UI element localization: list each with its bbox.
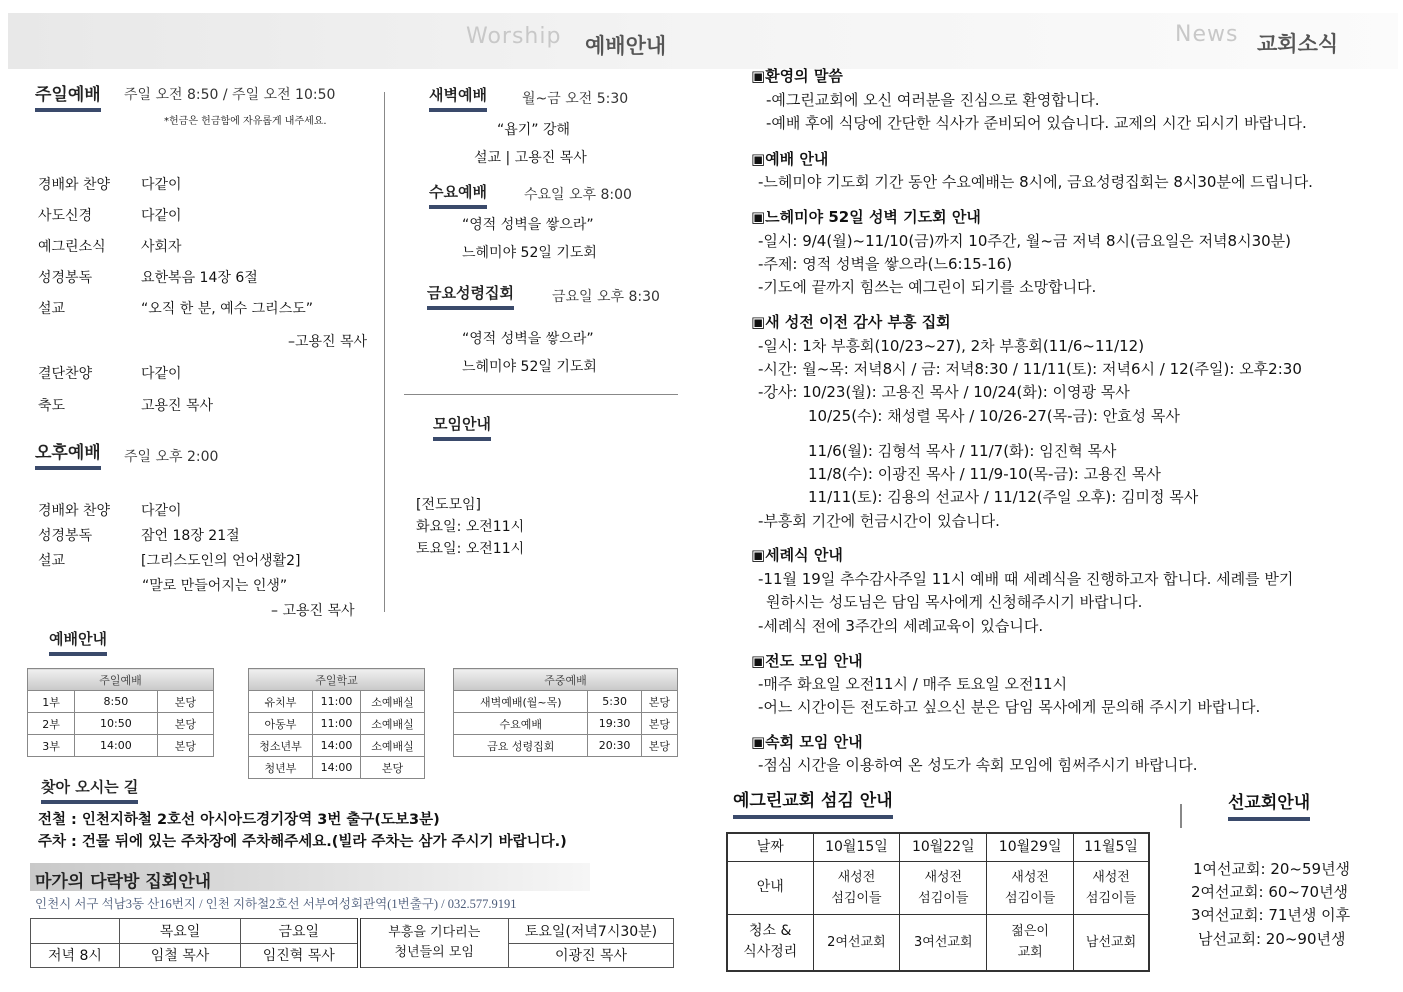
mission-line3: 3여선교회: 71년생 이후	[1191, 906, 1351, 924]
duty-table	[726, 832, 1150, 972]
table-cell: 2부	[28, 713, 75, 735]
duty-cell: 10월29일	[987, 833, 1074, 861]
dawn-line2: 설교 | 고용진 목사	[474, 150, 587, 166]
table-row	[28, 691, 214, 713]
table-cell: 3부	[28, 735, 75, 757]
news-heading: ▣속회 모임 안내	[751, 733, 863, 751]
meeting-line3: 토요일: 오전11시	[416, 541, 525, 557]
order-label: 사도신경	[38, 208, 93, 224]
news-line: -일시: 9/4(월)~11/10(금)까지 10주간, 월~금 저녁 8시(금요일은 저녁8시30분)	[758, 232, 1292, 250]
wed-line2: 느헤미야 52일 기도회	[462, 245, 597, 261]
afternoon-worship-time: 주일 오후 2:00	[124, 449, 219, 465]
fri-worship-time: 금요일 오후 8:30	[552, 289, 660, 305]
order-label: 설교	[38, 301, 66, 317]
table-row	[454, 691, 678, 713]
news-line: 원하시는 성도님은 담임 목사에게 신청해주시기 바랍니다.	[766, 593, 1143, 611]
maga-saturday: 토요일(저녁7시30분)	[509, 919, 674, 944]
table-cell: 소예배실	[361, 691, 425, 713]
table-cell: 1부	[28, 691, 75, 713]
table-cell: 11:00	[312, 691, 360, 713]
table-cell: 19:30	[588, 713, 641, 735]
table-cell: 11:00	[312, 713, 360, 735]
meeting-line2: 화요일: 오전11시	[416, 519, 525, 535]
news-line: -세례식 전에 3주간의 세례교육이 있습니다.	[758, 617, 1044, 635]
order-value: 잠언 18장 21절	[141, 528, 240, 544]
table-cell: 청년부	[249, 757, 313, 779]
order-label: 축도	[38, 398, 66, 414]
duty-cell: 남선교회	[1074, 914, 1149, 971]
table-row	[249, 757, 425, 779]
news-ko-title: 교회소식	[1257, 32, 1339, 56]
news-line: -일시: 1차 부흥회(10/23~27), 2차 부흥회(11/6~11/12)	[758, 337, 1145, 355]
wed-line1: “영적 성벽을 쌓으라”	[462, 217, 594, 233]
duty-cell: 11월5일	[1074, 833, 1149, 861]
directions-parking: 주차 : 건물 뒤에 있는 주차장에 주차해주세요.(빌라 주차는 삼가 주시기 바랍니다.)	[38, 834, 567, 850]
order-value: “오직 한 분, 예수 그리스도”	[141, 301, 313, 317]
order-label: 경배와 찬양	[38, 177, 111, 193]
order-value: 다같이	[141, 177, 182, 193]
maga-friday-leader: 임진혁 목사	[241, 943, 359, 968]
order-value: 요한복음 14장 6절	[141, 270, 258, 286]
maga-youth-line1: 부흥을 기다리는	[388, 925, 481, 940]
news-line: -부흥회 기간에 헌금시간이 있습니다.	[758, 512, 1000, 530]
sunday-schedule-table	[27, 668, 214, 757]
news-heading: ▣새 성전 이전 감사 부흥 집회	[751, 313, 951, 331]
order-label: 결단찬양	[38, 366, 93, 382]
column-divider	[384, 92, 385, 612]
news-heading: ▣환영의 말씀	[751, 67, 843, 85]
duty-cell: 3여선교회	[900, 914, 987, 971]
fri-worship-title: 금요성령집회	[427, 282, 514, 310]
maga-thursday-leader: 임철 목사	[120, 943, 241, 968]
duty-cell: 날짜	[727, 833, 813, 861]
news-heading: ▣세례식 안내	[751, 546, 843, 564]
directions-title: 찾아 오시는 길	[41, 776, 138, 804]
mission-line2: 2여선교회: 60~70년생	[1191, 883, 1349, 901]
table-header: 주일예배	[28, 669, 214, 691]
duty-cell: 젊은이 교회	[987, 914, 1074, 971]
maga-friday: 금요일	[241, 919, 359, 944]
news-line: -강사: 10/23(월): 고용진 목사 / 10/24(화): 이영광 목사	[758, 383, 1130, 401]
table-row	[249, 735, 425, 757]
table-cell: 본당	[361, 757, 425, 779]
duty-cell: 청소 & 식사정리	[727, 914, 813, 971]
news-line: -예그린교회에 오신 여러분을 진심으로 환영합니다.	[766, 91, 1100, 109]
table-cell: 수요예배	[454, 713, 588, 735]
table-cell: 새벽예배(월~목)	[454, 691, 588, 713]
order-value: 다같이	[141, 503, 182, 519]
table-cell: 본당	[157, 713, 213, 735]
table-cell: 본당	[157, 735, 213, 757]
mission-title: 선교회안내	[1228, 788, 1310, 821]
duty-cell: 새성전 섬김이들	[1074, 861, 1149, 914]
order-value: [그리스도인의 언어생활2]	[141, 553, 301, 569]
worship-ko-title: 예배안내	[585, 34, 667, 58]
duty-cell: 2여선교회	[813, 914, 900, 971]
fri-line1: “영적 성벽을 쌓으라”	[462, 331, 594, 347]
divider	[404, 394, 678, 395]
afternoon-worship-title: 오후예배	[35, 438, 101, 470]
news-line: -11월 19일 추수감사주일 11시 예배 때 세례식을 진행하고자 합니다. 세례를 받기	[758, 570, 1294, 588]
table-header: 주일학교	[249, 669, 425, 691]
meeting-line1: [전도모임]	[416, 497, 482, 513]
order-label: 예그린소식	[38, 239, 106, 255]
maga-youth-line2: 청년들의 모임	[394, 945, 474, 960]
table-cell: 본당	[641, 713, 677, 735]
maga-title: 마가의 다락방 집회안내	[35, 872, 212, 892]
news-line: 11/6(월): 김형석 목사 / 11/7(화): 임진혁 목사	[808, 442, 1117, 460]
wed-worship-time: 수요일 오후 8:00	[524, 187, 632, 203]
maga-saturday-leader: 이광진 목사	[509, 943, 674, 968]
order-value: 고용진 목사	[141, 398, 214, 414]
duty-cell: 10월15일	[813, 833, 900, 861]
duty-cell: 안내	[727, 861, 813, 914]
order-label: 성경봉독	[38, 270, 93, 286]
order-value: 다같이	[141, 208, 182, 224]
table-row	[454, 735, 678, 757]
sunday-worship-title: 주일예배	[35, 80, 101, 112]
news-line: 11/11(토): 김용의 선교사 / 11/12(주일 오후): 김미정 목사	[808, 488, 1199, 506]
offering-note: *헌금은 헌금함에 자유롭게 내주세요.	[164, 116, 327, 127]
duty-cell: 새성전 섬김이들	[900, 861, 987, 914]
news-line: -주제: 영적 성벽을 쌓으라(느6:15-16)	[758, 255, 1013, 273]
maga-table	[30, 918, 674, 968]
table-cell: 유치부	[249, 691, 313, 713]
table-cell: 10:50	[75, 713, 158, 735]
table-cell: 14:00	[312, 735, 360, 757]
maga-thursday: 목요일	[120, 919, 241, 944]
table-cell: 청소년부	[249, 735, 313, 757]
table-cell: 본당	[157, 691, 213, 713]
news-line: 11/8(수): 이광진 목사 / 11/9-10(목-금): 고용진 목사	[808, 465, 1161, 483]
news-line: -시간: 월~목: 저녁8시 / 금: 저녁8:30 / 11/11(토): 저녁6시 / 12(주일): 오후2:30	[758, 360, 1302, 378]
schedule-title: 예배안내	[49, 628, 107, 656]
duty-title: 예그린교회 섬김 안내	[733, 786, 893, 819]
worship-en-title: Worship	[466, 24, 562, 49]
maga-time: 저녁 8시	[31, 943, 120, 968]
news-line: -매주 화요일 오전11시 / 매주 토요일 오전11시	[758, 675, 1068, 693]
table-row	[28, 735, 214, 757]
order-label: 경배와 찬양	[38, 503, 111, 519]
duty-cell: 새성전 섬김이들	[987, 861, 1074, 914]
order-label: 성경봉독	[38, 528, 93, 544]
news-heading: ▣전도 모임 안내	[751, 652, 863, 670]
wed-worship-title: 수요예배	[429, 181, 487, 209]
table-cell: 8:50	[75, 691, 158, 713]
order-label: 설교	[38, 553, 66, 569]
afternoon-sermon-title: “말로 만들어지는 인생”	[142, 578, 288, 594]
dawn-worship-title: 새벽예배	[429, 84, 487, 112]
table-cell: 5:30	[588, 691, 641, 713]
table-row	[249, 713, 425, 735]
table-header: 주중예배	[454, 669, 678, 691]
news-line: 10/25(수): 채성렬 목사 / 10/26-27(목-금): 안효성 목사	[808, 407, 1180, 425]
news-line: -어느 시간이든 전도하고 싶으신 분은 담임 목사에게 문의해 주시기 바랍니다.	[758, 698, 1261, 716]
news-en-title: News	[1175, 22, 1239, 47]
news-line: -점심 시간을 이용하여 온 성도가 속회 모임에 힘써주시기 바랍니다.	[758, 756, 1198, 774]
fri-line2: 느헤미야 52일 기도회	[462, 359, 597, 375]
meeting-title: 모임안내	[433, 413, 491, 441]
table-cell: 본당	[641, 735, 677, 757]
table-cell: 14:00	[75, 735, 158, 757]
duty-cell: 10월22일	[900, 833, 987, 861]
school-schedule-table	[248, 668, 425, 779]
news-heading: ▣느헤미야 52일 성벽 기도회 안내	[751, 208, 981, 226]
table-row	[249, 691, 425, 713]
table-row	[454, 713, 678, 735]
table-cell: 본당	[641, 691, 677, 713]
order-value: 다같이	[141, 366, 182, 382]
table-cell: 아동부	[249, 713, 313, 735]
news-line: -예배 후에 식당에 간단한 식사가 준비되어 있습니다. 교제의 시간 되시기 바랍니다.	[766, 114, 1307, 132]
maga-youth	[359, 919, 509, 968]
table-cell: 소예배실	[361, 713, 425, 735]
table-cell: 14:00	[312, 757, 360, 779]
mission-line4: 남선교회: 20~90년생	[1198, 930, 1346, 948]
table-row	[28, 713, 214, 735]
dawn-line1: “욥기” 강해	[497, 122, 571, 138]
duty-cell: 새성전 섬김이들	[813, 861, 900, 914]
sunday-preacher: –고용진 목사	[288, 334, 368, 350]
table-cell: 금요 성령집회	[454, 735, 588, 757]
news-heading: ▣예배 안내	[751, 150, 829, 168]
news-line: -느헤미야 기도회 기간 동안 수요예배는 8시에, 금요성령집회는 8시30분에 드립니다.	[758, 173, 1313, 191]
directions-subway: 전철 : 인천지하철 2호선 아시아드경기장역 3번 출구(도보3분)	[38, 812, 440, 828]
divider	[1180, 804, 1182, 828]
order-value: 사회자	[141, 239, 182, 255]
sunday-worship-time: 주일 오전 8:50 / 주일 오전 10:50	[124, 87, 336, 103]
dawn-worship-time: 월~금 오전 5:30	[522, 91, 629, 107]
mission-line1: 1여선교회: 20~59년생	[1193, 860, 1351, 878]
table-cell: 20:30	[588, 735, 641, 757]
table-cell: 소예배실	[361, 735, 425, 757]
afternoon-preacher: – 고용진 목사	[271, 603, 355, 619]
maga-address: 인천시 서구 석남3동 산16번지 / 인천 지하철2호선 서부여성회관역(1번출구) / 032.577.9191	[35, 897, 517, 911]
weekday-schedule-table	[453, 668, 678, 757]
news-line: -기도에 끝까지 힘쓰는 예그린이 되기를 소망합니다.	[758, 278, 1097, 296]
